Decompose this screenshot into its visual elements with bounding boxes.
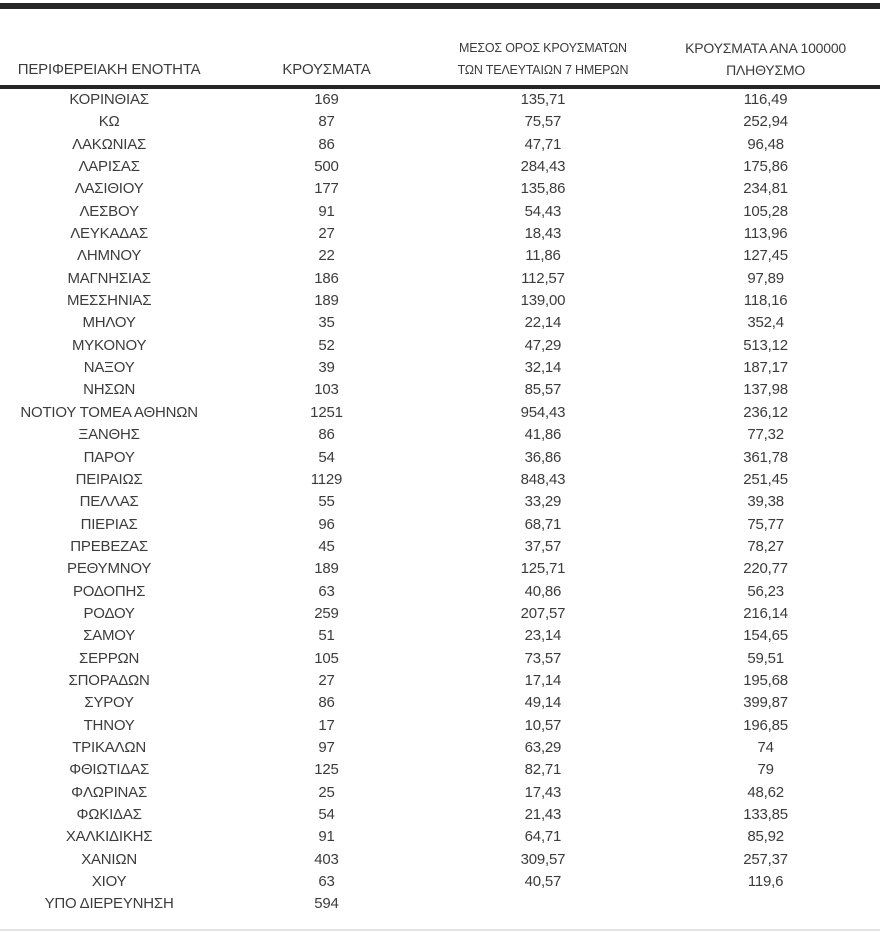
region-cell: ΦΛΩΡΙΝΑΣ: [71, 783, 148, 801]
avg7-cell: 37,57: [524, 537, 562, 555]
avg7-cell: 22,14: [524, 314, 562, 332]
avg7-cell: 54,43: [524, 202, 562, 220]
col-header-cases-per-100k-line2: ΠΛΗΘΥΣΜΟ: [726, 62, 806, 78]
cases-cell: 186: [314, 269, 339, 287]
per100k-cell: 56,23: [747, 582, 784, 600]
cases-cell: 54: [318, 448, 335, 466]
table-row: [0, 871, 880, 893]
region-cell: ΧΑΝΙΩΝ: [81, 850, 138, 868]
table-row: [0, 223, 880, 245]
table-row: [0, 893, 880, 915]
cases-cell: 403: [314, 850, 339, 868]
avg7-cell: 41,86: [524, 426, 562, 444]
avg7-cell: 10,57: [524, 716, 562, 734]
region-cell: ΣΕΡΡΩΝ: [79, 649, 140, 667]
cases-cell: 63: [318, 873, 335, 891]
avg7-cell: 11,86: [525, 247, 561, 265]
cases-cell: 52: [318, 336, 335, 354]
table-row: [0, 648, 880, 670]
avg7-cell: 63,29: [524, 738, 562, 756]
avg7-cell: 207,57: [520, 604, 566, 622]
table-header-row: [0, 10, 880, 87]
col-header-7day-average-line2: ΤΩΝ ΤΕΛΕΥΤΑΙΩΝ 7 ΗΜΕΡΩΝ: [457, 63, 629, 77]
per100k-cell: 77,32: [747, 426, 784, 444]
bottom-rule: [0, 929, 880, 931]
avg7-cell: [435, 893, 651, 915]
cases-cell: 91: [318, 828, 335, 846]
col-header-cases-per-100k-line1: ΚΡΟΥΣΜΑΤΑ ΑΝΑ 100000: [685, 40, 847, 56]
cases-cell: 177: [314, 180, 339, 198]
region-cell: ΥΠΟ ΔΙΕΡΕΥΝΗΣΗ: [44, 895, 174, 913]
table-row: [0, 447, 880, 469]
region-cell: ΧΙΟΥ: [91, 873, 127, 891]
per100k-cell: 187,17: [743, 359, 788, 377]
region-cell: ΦΩΚΙΔΑΣ: [76, 806, 142, 823]
table-row: [0, 87, 880, 111]
per100k-cell: 119,6: [747, 873, 784, 891]
table-row: [0, 312, 880, 334]
per100k-cell: 118,16: [743, 292, 788, 310]
table-row: [0, 156, 880, 178]
table-row: [0, 178, 880, 200]
per100k-cell: 75,77: [747, 515, 784, 533]
cases-cell: 96: [318, 515, 335, 533]
table-row: [0, 402, 880, 424]
cases-cell: 1251: [310, 403, 343, 421]
per100k-cell: 251,45: [743, 470, 788, 488]
avg7-cell: 49,14: [524, 694, 562, 712]
table-row: [0, 290, 880, 312]
table-row: [0, 715, 880, 737]
table-row: [0, 558, 880, 580]
avg7-cell: 112,57: [521, 269, 565, 287]
cases-cell: 189: [314, 292, 339, 310]
cases-cell: 594: [314, 895, 339, 913]
cases-cell: 17: [318, 716, 335, 734]
cases-cell: 45: [318, 537, 335, 555]
avg7-cell: 125,71: [520, 560, 566, 578]
table-row: [0, 670, 880, 692]
col-header-7day-average: [435, 10, 651, 87]
col-header-cases-label: ΚΡΟΥΣΜΑΤΑ: [282, 61, 371, 78]
table-row: [0, 379, 880, 401]
cases-cell: 86: [318, 426, 335, 444]
region-cell: ΡΟΔΟΥ: [83, 604, 135, 622]
avg7-cell: 18,43: [524, 225, 562, 243]
region-cell: ΦΘΙΩΤΙΔΑΣ: [69, 761, 150, 779]
per100k-cell: 252,94: [743, 113, 788, 131]
per100k-cell: 39,38: [747, 493, 784, 511]
region-cell: ΣΑΜΟΥ: [83, 627, 136, 645]
region-cell: ΝΗΣΩΝ: [83, 381, 136, 399]
per100k-cell: 196,85: [743, 716, 788, 734]
per100k-cell: 85,92: [747, 828, 784, 846]
cases-cell: 27: [318, 671, 335, 689]
avg7-cell: 139,00: [520, 292, 566, 310]
avg7-cell: 64,71: [524, 828, 562, 846]
per100k-cell: 48,62: [747, 783, 784, 801]
table-row: [0, 581, 880, 603]
table-row: [0, 111, 880, 133]
cases-cell: 103: [314, 381, 339, 399]
cases-cell: 63: [318, 582, 335, 600]
cases-cell: 125: [314, 761, 339, 779]
per100k-cell: 220,77: [743, 560, 788, 578]
cases-cell: 39: [318, 359, 335, 377]
table-row: [0, 625, 880, 647]
table-row: [0, 469, 880, 491]
region-cell: ΛΑΚΩΝΙΑΣ: [72, 135, 147, 153]
cases-cell: 169: [314, 91, 339, 108]
region-cell: ΝΟΤΙΟΥ ΤΟΜΕΑ ΑΘΗΝΩΝ: [20, 403, 198, 421]
per100k-cell: 78,27: [747, 537, 784, 555]
avg7-cell: 135,71: [520, 91, 566, 108]
table-row: [0, 335, 880, 357]
avg7-cell: 954,43: [520, 403, 566, 421]
region-cell: ΠΙΕΡΙΑΣ: [80, 515, 138, 533]
cases-cell: 105: [314, 649, 339, 667]
per100k-cell: 513,12: [743, 336, 788, 354]
per100k-cell: 105,28: [743, 202, 788, 220]
per100k-cell: 79: [757, 761, 774, 779]
table-row: [0, 759, 880, 781]
per100k-cell: 175,86: [743, 158, 788, 176]
cases-cell: 27: [318, 225, 335, 243]
avg7-cell: 33,29: [524, 493, 562, 511]
col-header-7day-average-line1: ΜΕΣΟΣ ΟΡΟΣ ΚΡΟΥΣΜΑΤΩΝ: [459, 41, 627, 55]
per100k-cell: 74: [757, 738, 774, 756]
region-cell: ΞΑΝΘΗΣ: [78, 426, 140, 444]
region-cell: ΠΕΛΛΑΣ: [79, 493, 139, 511]
col-header-cases: [218, 10, 434, 87]
table-row: [0, 424, 880, 446]
avg7-cell: 17,43: [524, 783, 562, 801]
region-cell: ΣΠΟΡΑΔΩΝ: [68, 671, 150, 689]
region-cell: ΜΥΚΟΝΟΥ: [71, 336, 147, 354]
per100k-cell: 137,98: [743, 381, 788, 399]
table-row: [0, 536, 880, 558]
table-row: [0, 804, 880, 826]
avg7-cell: 47,71: [524, 135, 562, 153]
avg7-cell: 68,71: [524, 515, 562, 533]
per100k-cell: 399,87: [743, 694, 788, 712]
region-cell: ΛΕΣΒΟΥ: [79, 202, 139, 220]
table-row: [0, 134, 880, 156]
avg7-cell: 36,86: [524, 448, 562, 466]
per100k-cell: 96,48: [747, 135, 784, 153]
per100k-cell: 361,78: [743, 448, 788, 466]
per100k-cell: 154,65: [743, 627, 788, 645]
region-cell: ΝΑΞΟΥ: [83, 359, 135, 377]
region-cell: ΠΑΡΟΥ: [83, 448, 135, 466]
cases-cell: 1129: [310, 470, 343, 488]
cases-cell: 55: [318, 493, 335, 511]
per100k-cell: 352,4: [747, 314, 784, 332]
per100k-cell: [651, 893, 880, 915]
avg7-cell: 309,57: [520, 850, 566, 868]
per100k-cell: 195,68: [743, 671, 788, 689]
per100k-cell: 113,96: [743, 225, 788, 243]
per100k-cell: 216,14: [743, 604, 788, 622]
cases-cell: 22: [318, 247, 335, 265]
region-cell: ΠΕΙΡΑΙΩΣ: [75, 470, 143, 488]
region-cell: ΠΡΕΒΕΖΑΣ: [70, 537, 148, 555]
avg7-cell: 284,43: [520, 158, 566, 176]
region-cell: ΛΕΥΚΑΔΑΣ: [70, 225, 148, 243]
region-cell: ΛΗΜΝΟΥ: [77, 247, 142, 265]
avg7-cell: 75,57: [524, 113, 562, 131]
region-cell: ΜΗΛΟΥ: [82, 314, 136, 332]
table-row: [0, 201, 880, 223]
per100k-cell: 59,51: [747, 649, 784, 667]
region-cell: ΡΕΘΥΜΝΟΥ: [67, 560, 152, 578]
cases-cell: 91: [318, 202, 335, 220]
region-cell: ΚΩ: [98, 113, 120, 131]
cases-cell: 189: [314, 560, 339, 578]
avg7-cell: 82,71: [524, 761, 562, 779]
per100k-cell: 97,89: [747, 269, 784, 287]
avg7-cell: 17,14: [524, 671, 562, 689]
per100k-cell: 234,81: [743, 180, 788, 198]
region-cell: ΤΗΝΟΥ: [83, 716, 135, 734]
region-cell: ΜΑΓΝΗΣΙΑΣ: [67, 269, 151, 287]
region-cell: ΡΟΔΟΠΗΣ: [72, 582, 146, 600]
table-row: [0, 514, 880, 536]
per100k-cell: 236,12: [743, 403, 788, 421]
avg7-cell: 135,86: [520, 180, 566, 198]
region-cell: ΤΡΙΚΑΛΩΝ: [72, 738, 147, 756]
per100k-cell: 116,49: [743, 91, 788, 108]
table-row: [0, 603, 880, 625]
col-header-region: [0, 10, 218, 87]
region-cell: ΛΑΣΙΘΙΟΥ: [74, 180, 144, 198]
table-row: [0, 826, 880, 848]
col-header-region-label: ΠΕΡΙΦΕΡΕΙΑΚΗ ΕΝΟΤΗΤΑ: [17, 61, 201, 78]
cases-cell: 87: [318, 113, 335, 131]
table-row: [0, 268, 880, 290]
avg7-cell: 32,14: [524, 359, 562, 377]
per100k-cell: 257,37: [743, 850, 788, 868]
cases-cell: 500: [314, 158, 339, 176]
cases-cell: 86: [318, 135, 335, 153]
avg7-cell: 848,43: [520, 470, 566, 488]
table-header: [0, 10, 880, 87]
table-row: [0, 737, 880, 759]
table-row: [0, 357, 880, 379]
avg7-cell: 40,57: [524, 873, 562, 891]
cases-cell: 86: [318, 694, 335, 712]
table-row: [0, 782, 880, 804]
table-body: [0, 87, 880, 916]
region-cell: ΜΕΣΣΗΝΙΑΣ: [66, 292, 152, 310]
cases-cell: 51: [318, 627, 335, 645]
table-row: [0, 692, 880, 714]
table-row: [0, 245, 880, 267]
avg7-cell: 47,29: [524, 336, 562, 354]
avg7-cell: 85,57: [524, 381, 562, 399]
avg7-cell: 73,57: [524, 649, 562, 667]
cases-cell: 259: [314, 604, 339, 622]
avg7-cell: 40,86: [524, 582, 562, 600]
region-cell: ΧΑΛΚΙΔΙΚΗΣ: [65, 828, 153, 846]
avg7-cell: 23,14: [524, 627, 562, 645]
table-row: [0, 849, 880, 871]
cases-cell: 54: [318, 806, 335, 823]
avg7-cell: 21,43: [524, 806, 562, 823]
table-row: [0, 491, 880, 513]
cases-cell: 35: [318, 314, 335, 332]
regional-cases-table: [0, 10, 880, 916]
col-header-cases-per-100k: [651, 10, 880, 87]
cases-cell: 97: [318, 738, 335, 756]
per100k-cell: 133,85: [743, 806, 788, 823]
region-cell: ΛΑΡΙΣΑΣ: [78, 158, 140, 176]
region-cell: ΚΟΡΙΝΘΙΑΣ: [69, 91, 149, 108]
cases-cell: 25: [318, 783, 335, 801]
region-cell: ΣΥΡΟΥ: [84, 694, 134, 712]
per100k-cell: 127,45: [743, 247, 788, 265]
top-rule: [0, 3, 880, 9]
